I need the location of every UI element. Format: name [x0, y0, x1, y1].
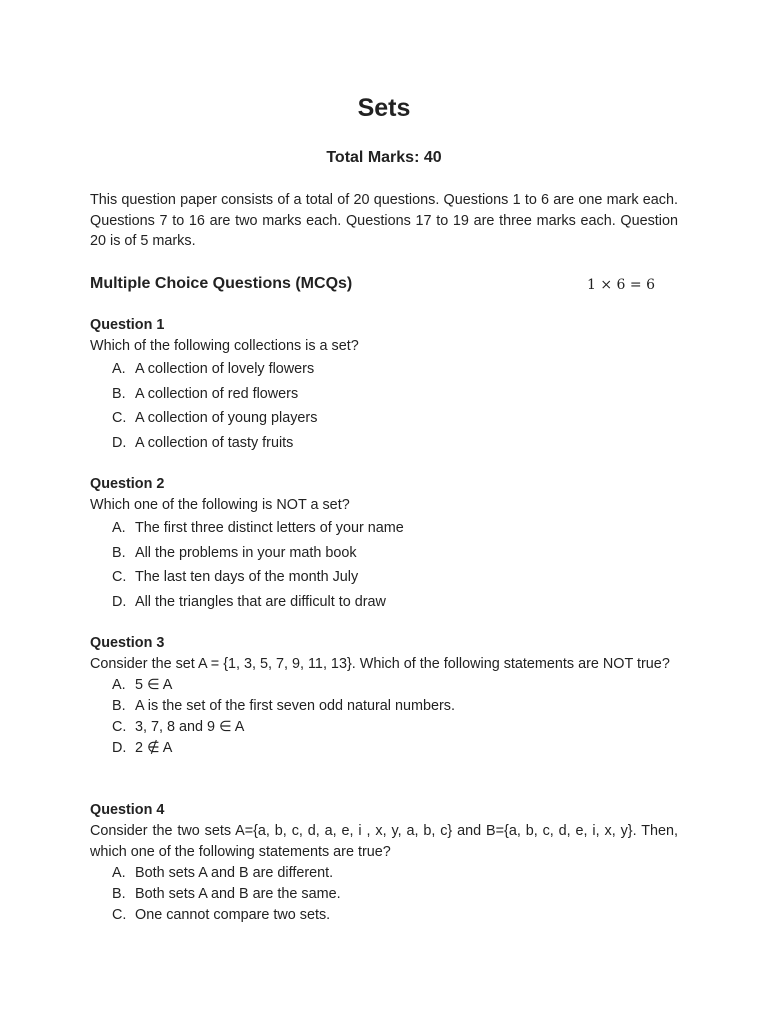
option-d [90, 738, 678, 759]
option-text: A is the set of the first seven odd natural numbers. [135, 698, 455, 714]
question-2 [90, 474, 678, 614]
option-text: Both sets A and B are the same. [135, 886, 341, 902]
option-text: A collection of red flowers [135, 385, 299, 402]
option-letter: D. [112, 593, 127, 610]
option-letter: D. [112, 740, 127, 756]
intro-paragraph: This question paper consists of a total of 20 questions. Questions 1 to 6 are one mark each. Questions 7 to 16 are two marks each. Questions 17 to 19 are three marks each. Question 20 is of 5 marks. [90, 192, 678, 249]
option-letter: C. [112, 907, 127, 923]
option-text: The last ten days of the month July [135, 569, 359, 585]
option-letter: D. [112, 434, 127, 451]
option-text: One cannot compare two sets. [135, 907, 331, 923]
option-letter: B. [112, 544, 126, 561]
option-text: Both sets A and B are different. [135, 865, 334, 881]
option-text: 3, 7, 8 and 9 ∈ A [135, 719, 245, 735]
question-text: Which of the following collections is a set? [90, 338, 359, 354]
option-a [90, 675, 678, 696]
option-text: The first three distinct letters of your name [135, 520, 404, 536]
option-letter: C. [112, 719, 127, 735]
option-text: All the problems in your math book [135, 544, 357, 561]
option-a [90, 863, 678, 884]
question-label: Question 2 [90, 476, 165, 492]
total-marks: Total Marks: 40 [326, 149, 442, 166]
option-b [90, 382, 678, 407]
option-c [90, 565, 678, 590]
option-d [90, 590, 678, 615]
page-title: Sets [357, 94, 411, 122]
mcq-section-header [90, 273, 678, 295]
option-a [90, 357, 678, 382]
option-b [90, 884, 678, 905]
option-letter: B. [112, 698, 126, 714]
option-text: 2 ∉ A [135, 740, 173, 756]
question-text: Consider the set A = {1, 3, 5, 7, 9, 11, 13}. Which of the following statements are NOT true? [90, 656, 670, 672]
option-text: A collection of young players [135, 410, 318, 426]
options-list [90, 516, 678, 614]
option-letter: A. [112, 361, 126, 377]
question-label: Question 4 [90, 802, 165, 818]
option-text: A collection of tasty fruits [135, 434, 294, 451]
section-marks-formula: 1 × 6 = 6 [587, 277, 655, 293]
option-d [90, 431, 678, 456]
option-letter: A. [112, 677, 126, 693]
question-text: Which one of the following is NOT a set? [90, 497, 350, 513]
option-c [90, 406, 678, 431]
option-text: All the triangles that are difficult to draw [135, 593, 386, 610]
option-letter: B. [112, 385, 126, 402]
options-list [90, 675, 678, 759]
option-text: 5 ∈ A [135, 677, 173, 693]
question-text: Consider the two sets A={a, b, c, d, a, e, i , x, y, a, b, c} and B={a, b, c, d, e, i, x, y}. Then, which one of the following statements are true? [90, 823, 678, 860]
option-a [90, 516, 678, 541]
option-letter: B. [112, 886, 126, 902]
option-text: A collection of lovely flowers [135, 361, 315, 377]
option-b [90, 696, 678, 717]
option-letter: A. [112, 865, 126, 881]
question-label: Question 3 [90, 635, 165, 651]
option-letter: C. [112, 569, 127, 585]
question-3 [90, 633, 678, 759]
options-list [90, 357, 678, 455]
question-1 [90, 315, 678, 455]
option-letter: A. [112, 520, 126, 536]
question-4 [90, 800, 678, 926]
option-b [90, 541, 678, 566]
options-list [90, 863, 678, 926]
section-title: Multiple Choice Questions (MCQs) [90, 275, 353, 292]
option-c [90, 717, 678, 738]
question-label: Question 1 [90, 317, 165, 333]
option-letter: C. [112, 410, 127, 426]
option-c [90, 905, 678, 926]
